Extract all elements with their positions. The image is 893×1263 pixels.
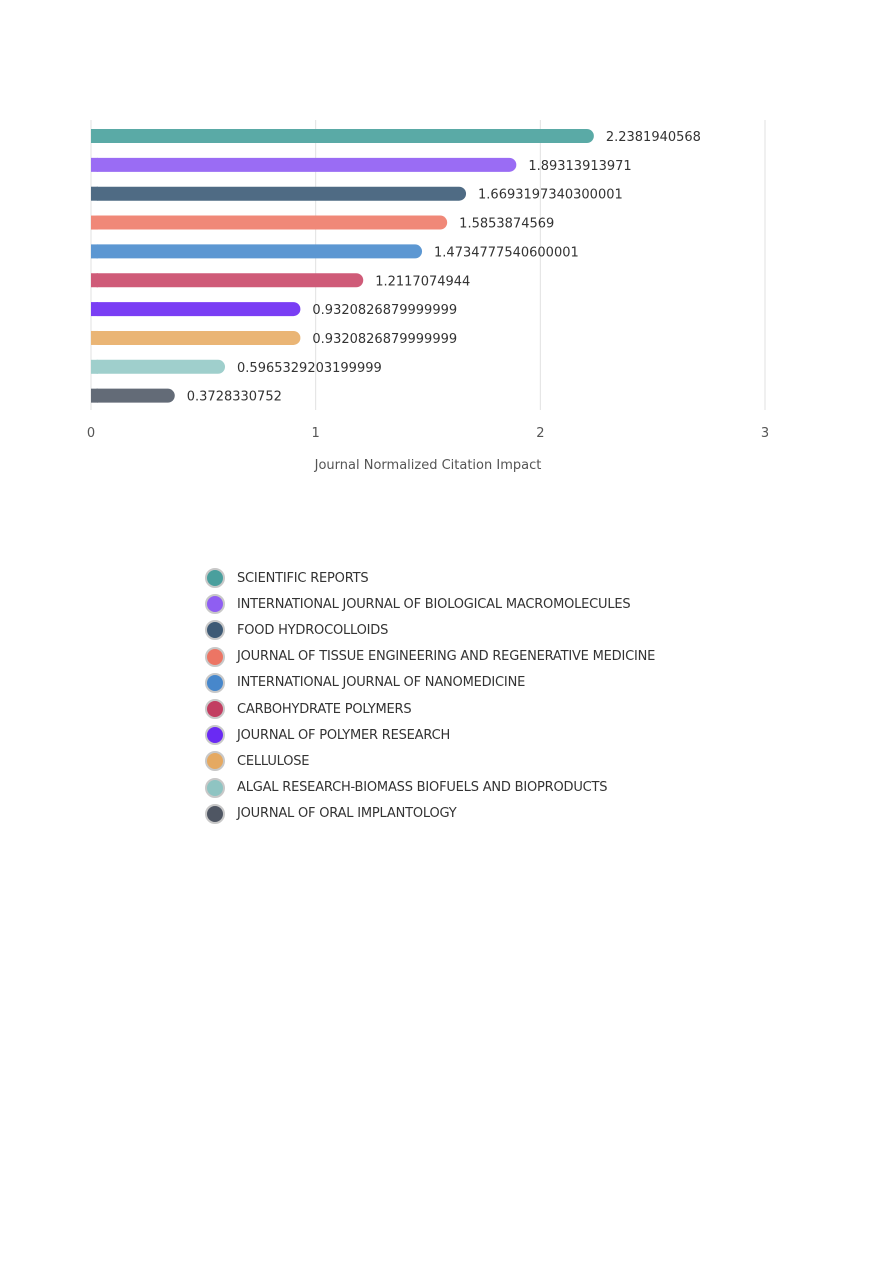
x-tick-label: 1 bbox=[311, 426, 320, 441]
x-tick-label: 0 bbox=[86, 426, 96, 441]
bar-value-label: 1.2117074944 bbox=[375, 274, 471, 290]
legend-swatch bbox=[205, 699, 225, 719]
bar-base bbox=[91, 216, 98, 230]
bar-value-label: 0.9320826879999999 bbox=[312, 303, 458, 319]
legend-item[interactable] bbox=[205, 775, 655, 801]
legend-label: SCIENTIFIC REPORTS bbox=[237, 570, 369, 586]
legend-swatch bbox=[205, 594, 225, 614]
legend-label: JOURNAL OF POLYMER RESEARCH bbox=[237, 727, 451, 743]
bar-chart bbox=[0, 0, 893, 500]
bar-base bbox=[91, 187, 98, 201]
bar bbox=[91, 360, 225, 374]
bar bbox=[91, 129, 594, 143]
bar-base bbox=[91, 389, 98, 403]
bar bbox=[91, 216, 447, 230]
legend-item[interactable] bbox=[205, 617, 655, 643]
bar bbox=[91, 158, 516, 172]
legend-label: JOURNAL OF ORAL IMPLANTOLOGY bbox=[237, 806, 457, 822]
x-axis-ticks bbox=[87, 426, 769, 441]
bar-value-label: 1.5853874569 bbox=[459, 216, 555, 232]
legend-item[interactable] bbox=[205, 722, 655, 748]
legend-swatch bbox=[205, 647, 225, 667]
bar-value-label: 0.9320826879999999 bbox=[312, 331, 458, 347]
bar bbox=[91, 187, 466, 201]
bar-value-label: 2.2381940568 bbox=[605, 130, 701, 145]
bar-base bbox=[91, 331, 98, 345]
x-axis-title: Journal Normalized Citation Impact bbox=[314, 458, 542, 473]
legend-item[interactable] bbox=[205, 644, 655, 670]
legend-label: FOOD HYDROCOLLOIDS bbox=[237, 622, 389, 638]
legend-item[interactable] bbox=[205, 748, 655, 774]
bar-value-label: 0.3728330752 bbox=[186, 389, 282, 405]
legend-label: CARBOHYDRATE POLYMERS bbox=[237, 701, 412, 717]
legend-swatch bbox=[205, 673, 225, 693]
legend-item[interactable] bbox=[205, 696, 655, 722]
bar-base bbox=[91, 360, 98, 374]
bar-value-label: 1.89313913971 bbox=[528, 158, 632, 174]
bar-base bbox=[91, 129, 98, 143]
legend-swatch bbox=[205, 778, 225, 798]
legend-item[interactable] bbox=[205, 591, 655, 617]
bar-base bbox=[91, 158, 98, 172]
legend-swatch bbox=[205, 751, 225, 771]
bar bbox=[91, 244, 422, 258]
legend-item[interactable] bbox=[205, 801, 655, 827]
x-tick-label: 3 bbox=[760, 426, 770, 441]
bar-value-label: 1.6693197340300001 bbox=[478, 187, 623, 203]
bar bbox=[91, 273, 363, 287]
legend-item[interactable] bbox=[205, 670, 655, 696]
chart-legend bbox=[205, 565, 655, 827]
legend-swatch bbox=[205, 725, 225, 745]
bar-base bbox=[91, 244, 98, 258]
legend-item[interactable] bbox=[205, 565, 655, 591]
bar-base bbox=[91, 273, 98, 287]
legend-label: JOURNAL OF TISSUE ENGINEERING AND REGENERATIVE MEDICINE bbox=[237, 649, 656, 665]
legend-label: CELLULOSE bbox=[237, 753, 310, 769]
legend-swatch bbox=[205, 804, 225, 824]
bar-value-label: 1.4734777540600001 bbox=[434, 245, 579, 261]
legend-swatch bbox=[205, 620, 225, 640]
x-tick-label: 2 bbox=[536, 426, 545, 441]
legend-label: ALGAL RESEARCH-BIOMASS BIOFUELS AND BIOPRODUCTS bbox=[237, 780, 608, 796]
bar-base bbox=[91, 302, 98, 316]
legend-label: INTERNATIONAL JOURNAL OF BIOLOGICAL MACROMOLECULES bbox=[237, 596, 631, 612]
bar bbox=[91, 331, 300, 345]
legend-swatch bbox=[205, 568, 225, 588]
bar bbox=[91, 302, 300, 316]
legend-label: INTERNATIONAL JOURNAL OF NANOMEDICINE bbox=[237, 675, 526, 691]
bar bbox=[91, 389, 175, 403]
bar-value-label: 0.5965329203199999 bbox=[237, 360, 382, 376]
